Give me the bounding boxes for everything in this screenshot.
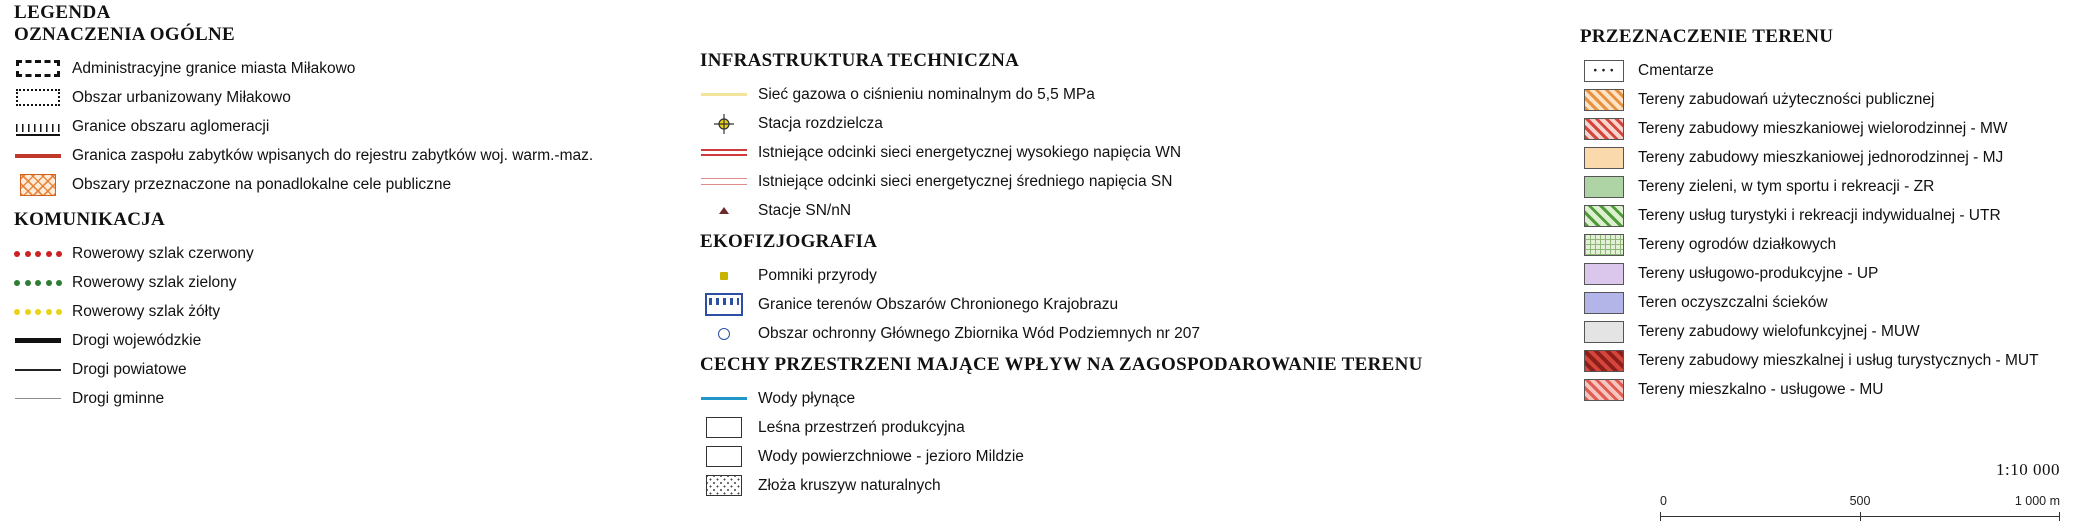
white-box-outline-icon (700, 446, 748, 468)
distribution-station-icon (700, 113, 748, 135)
legend-item-label: Granice terenów Obszarów Chronionego Krajobrazu (758, 295, 1119, 313)
legend-item-label: Tereny zabudowy mieszkalnej i usług turystycznych - MUT (1638, 351, 2039, 369)
dark-red-hatch-swatch-icon (1580, 350, 1628, 372)
green-grid-swatch-icon (1580, 234, 1628, 256)
legend-item-label: Stacja rozdzielcza (758, 114, 883, 132)
scale-tick-labels (1660, 494, 2060, 510)
scale-bar (1660, 460, 2060, 522)
thick-black-line-icon (14, 330, 62, 352)
green-hatch-swatch-icon (1580, 205, 1628, 227)
legend-item-label: Administracyjne granice miasta Miłakowo (72, 59, 356, 77)
legend-item (14, 170, 654, 199)
section-heading-komunikacja: KOMUNIKACJA (14, 209, 166, 230)
legend-column-middle (700, 50, 1460, 500)
legend-item (14, 112, 654, 141)
legend-item-label: Tereny zabudowy mieszkaniowej jednorodzinnej - MJ (1638, 148, 2004, 166)
yellow-dots-icon (14, 301, 62, 323)
legend-item (1580, 172, 2099, 201)
legend-item (1580, 56, 2099, 85)
dashed-rect-thick-icon (14, 58, 62, 80)
blue-dashed-box-icon (700, 294, 748, 316)
legend-item (1580, 346, 2099, 375)
legend-item-label: Tereny usług turystyki i rekreacji indywidualnej - UTR (1638, 206, 2001, 224)
section-heading-infrastruktura: INFRASTRUKTURA TECHNICZNA (700, 50, 1020, 71)
cemetery-dots-swatch-icon (1580, 60, 1628, 82)
legend-item (14, 83, 654, 112)
solid-grey-swatch-icon (1580, 321, 1628, 343)
scale-tick-mark (2059, 512, 2060, 521)
speckled-box-icon (700, 475, 748, 497)
scale-tick-label-2: 1 000 m (2014, 494, 2060, 508)
legend-item (1580, 230, 2099, 259)
legend-item (700, 167, 1460, 196)
solid-blue-violet-swatch-icon (1580, 292, 1628, 314)
legend-item (1580, 114, 2099, 143)
scale-tick-label-1: 500 (1849, 494, 1871, 508)
legend-item (700, 109, 1460, 138)
legend-item-label: Rowerowy szlak czerwony (72, 244, 254, 262)
double-pink-line-icon (700, 171, 748, 193)
legend-item (14, 384, 654, 413)
legend-item (14, 141, 654, 170)
legend-item (700, 413, 1460, 442)
scale-tick-label-0: 0 (1660, 494, 1667, 508)
scale-bar-line (1660, 512, 2060, 522)
thick-red-line-icon (14, 145, 62, 167)
scale-ratio-label: 1:10 000 (1996, 460, 2060, 479)
legend-item-label: Tereny mieszkalno - usługowe - MU (1638, 380, 1884, 398)
legend-item (700, 138, 1460, 167)
legend-item-label: Obszar ochronny Głównego Zbiornika Wód Podziemnych nr 207 (758, 324, 1200, 342)
section-heading-cechy-przestrzeni: CECHY PRZESTRZENI MAJĄCE WPŁYW NA ZAGOSPODAROWANIE TERENU (700, 354, 1423, 375)
legend-item-label: Drogi powiatowe (72, 360, 187, 378)
legend-item-label: Tereny usługowo-produkcyjne - UP (1638, 264, 1879, 282)
legend-item-label: Pomniki przyrody (758, 266, 877, 284)
scale-tick-mark (1660, 512, 1661, 521)
legend-item (1580, 317, 2099, 346)
section-heading-ekofizjografia: EKOFIZJOGRAFIA (700, 231, 878, 252)
blue-line-icon (700, 388, 748, 410)
small-triangle-icon (700, 200, 748, 222)
legend-item-label: Złoża kruszyw naturalnych (758, 476, 941, 494)
legend-item-label: Tereny zabudowy mieszkaniowej wielorodzinnej - MW (1638, 119, 2008, 137)
legend-item-label: Tereny zabudowy wielofunkcyjnej - MUW (1638, 322, 1920, 340)
legend-item-label: Tereny zabudowań użyteczności publicznej (1638, 90, 1935, 108)
red-dots-icon (14, 243, 62, 265)
dotted-rect-icon (14, 87, 62, 109)
legend-item (700, 471, 1460, 500)
legend-item-label: Wody płynące (758, 389, 856, 407)
legend-item (700, 80, 1460, 109)
legend-title: LEGENDA (14, 2, 111, 23)
legend-item (14, 355, 654, 384)
legend-item (700, 442, 1460, 471)
double-red-line-icon (700, 142, 748, 164)
legend-column-left (14, 24, 654, 413)
legend-item (14, 239, 654, 268)
legend-item-label: Leśna przestrzeń produkcyjna (758, 418, 965, 436)
legend-item (14, 54, 654, 83)
green-dots-icon (14, 272, 62, 294)
legend-item (700, 384, 1460, 413)
solid-peach-swatch-icon (1580, 147, 1628, 169)
legend-item-label: Obszary przeznaczone na ponadlokalne cele publiczne (72, 175, 452, 193)
legend-item (14, 297, 654, 326)
legend-item-label: Rowerowy szlak żółty (72, 302, 221, 320)
blue-circle-small-icon (700, 323, 748, 345)
legend-item-label: Teren oczyszczalni ścieków (1638, 293, 1828, 311)
legend-item (1580, 85, 2099, 114)
solid-violet-swatch-icon (1580, 263, 1628, 285)
legend-item-label: Cmentarze (1638, 61, 1714, 79)
legend-item-label: Istniejące odcinki sieci energetycznej średniego napięcia SN (758, 172, 1173, 190)
orange-crosshatch-box-icon (14, 174, 62, 196)
legend-item-label: Wody powierzchniowe - jezioro Mildzie (758, 447, 1024, 465)
red-hatch-swatch-icon (1580, 118, 1628, 140)
legend-item-label: Tereny zieleni, w tym sportu i rekreacji - ZR (1638, 177, 1935, 195)
legend-item-label: Istniejące odcinki sieci energetycznej wysokiego napięcia WN (758, 143, 1182, 161)
legend-item (700, 196, 1460, 225)
legend-column-right (1580, 26, 2099, 404)
legend-item (14, 268, 654, 297)
legend-item-label: Drogi gminne (72, 389, 165, 407)
light-red-hatch-swatch-icon (1580, 379, 1628, 401)
white-box-outline-icon (700, 417, 748, 439)
legend-item-label: Rowerowy szlak zielony (72, 273, 237, 291)
legend-item (700, 319, 1460, 348)
legend-item (1580, 375, 2099, 404)
legend-item (700, 261, 1460, 290)
hatched-boundary-icon (14, 116, 62, 138)
legend-item-label: Granica zaspołu zabytków wpisanych do rejestru zabytków woj. warm.-maz. (72, 146, 594, 164)
thin-grey-line-icon (14, 388, 62, 410)
legend-item-label: Stacje SN/nN (758, 201, 852, 219)
legend-item-label: Drogi wojewódzkie (72, 331, 202, 349)
legend-item (14, 326, 654, 355)
pale-yellow-line-icon (700, 84, 748, 106)
legend-item (1580, 143, 2099, 172)
legend-item-label: Obszar urbanizowany Miłakowo (72, 88, 291, 106)
legend-item (700, 290, 1460, 319)
legend-item (1580, 288, 2099, 317)
solid-green-swatch-icon (1580, 176, 1628, 198)
legend-item-label: Granice obszaru aglomeracji (72, 117, 270, 135)
legend-item-label: Tereny ogrodów działkowych (1638, 235, 1837, 253)
medium-black-line-icon (14, 359, 62, 381)
legend-item (1580, 201, 2099, 230)
section-heading-oznaczenia-ogolne: OZNACZENIA OGÓLNE (14, 24, 236, 45)
scale-tick-mark (1860, 512, 1861, 521)
orange-hatch-swatch-icon (1580, 89, 1628, 111)
legend-item (1580, 259, 2099, 288)
section-heading-przeznaczenie-terenu: PRZEZNACZENIE TERENU (1580, 26, 1834, 47)
legend-item-label: Sieć gazowa o ciśnieniu nominalnym do 5,5 MPa (758, 85, 1095, 103)
olive-square-dot-icon (700, 265, 748, 287)
